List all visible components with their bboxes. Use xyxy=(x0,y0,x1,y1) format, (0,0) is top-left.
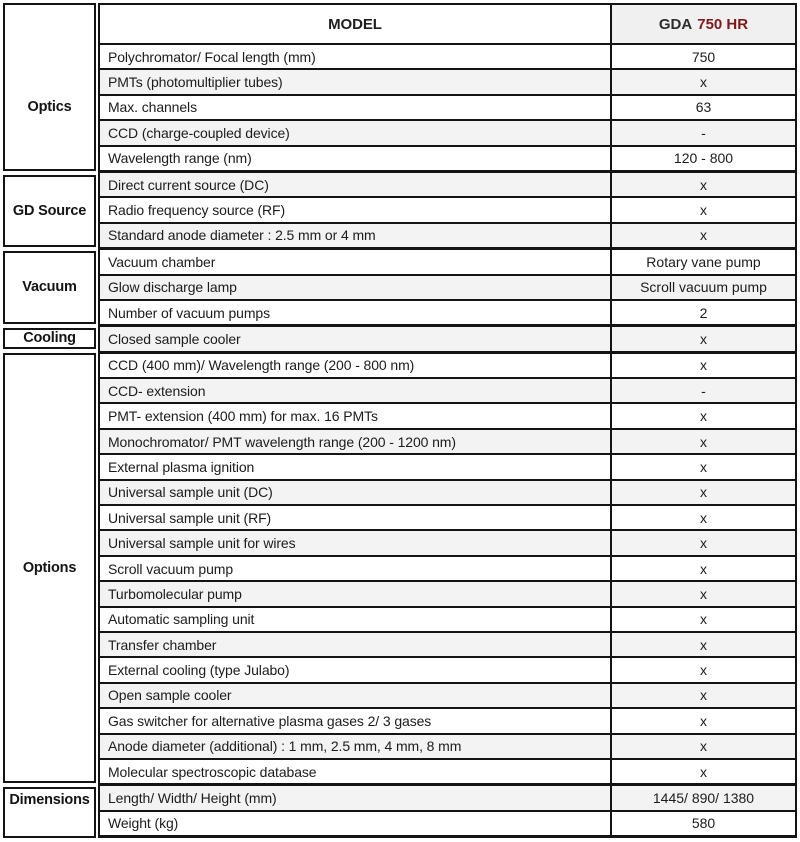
value-cell: x xyxy=(610,198,795,221)
section-label: Vacuum xyxy=(22,279,77,296)
table-row xyxy=(100,735,795,760)
value-cell: x xyxy=(610,760,795,783)
feature-cell: Radio frequency source (RF) xyxy=(108,202,286,219)
section-label: GD Source xyxy=(12,202,87,219)
feature-cell: Universal sample unit for wires xyxy=(108,535,296,552)
value-cell: x xyxy=(610,709,795,732)
value-cell: x xyxy=(610,354,795,377)
feature-cell: Length/ Width/ Height (mm) xyxy=(108,790,277,807)
table-row xyxy=(100,301,795,327)
category-column xyxy=(3,3,96,838)
table-row xyxy=(100,608,795,633)
model-value-cell xyxy=(610,5,795,43)
value-cell: 63 xyxy=(610,96,795,119)
table-row xyxy=(100,557,795,582)
table-row xyxy=(100,121,795,146)
value-cell: x xyxy=(610,684,795,707)
model-name-prefix: GDA xyxy=(658,15,693,33)
table-row xyxy=(100,404,795,429)
feature-cell: PMT- extension (400 mm) for max. 16 PMTs xyxy=(108,408,378,425)
model-name-highlight: 750 HR xyxy=(697,15,749,33)
table-row xyxy=(100,45,795,70)
value-cell: x xyxy=(610,531,795,554)
feature-cell: Transfer chamber xyxy=(108,636,217,653)
value-cell: x xyxy=(610,582,795,605)
model-header-cell xyxy=(100,5,610,43)
table-row xyxy=(100,506,795,531)
section-box-options xyxy=(3,353,96,783)
feature-cell: CCD- extension xyxy=(108,382,206,399)
table-row xyxy=(100,760,795,786)
table-row xyxy=(100,276,795,301)
value-cell: x xyxy=(610,224,795,247)
value-cell: x xyxy=(610,70,795,93)
value-cell: 1445/ 890/ 1380 xyxy=(610,786,795,809)
table-row xyxy=(100,96,795,121)
feature-cell: External plasma ignition xyxy=(108,458,255,475)
value-cell: - xyxy=(610,121,795,144)
section-box-vacuum xyxy=(3,251,96,324)
value-cell: x xyxy=(610,506,795,529)
table-row xyxy=(100,481,795,506)
table-row xyxy=(100,147,795,173)
feature-cell: Universal sample unit (RF) xyxy=(108,509,272,526)
table-row xyxy=(100,327,795,353)
table-row xyxy=(100,198,795,223)
table-row xyxy=(100,224,795,250)
feature-cell: Turbomolecular pump xyxy=(108,585,242,602)
section-box-gd-source xyxy=(3,175,96,248)
value-cell: - xyxy=(610,379,795,402)
feature-cell: Monochromator/ PMT wavelength range (200 - 1200 nm) xyxy=(108,433,456,450)
feature-cell: Number of vacuum pumps xyxy=(108,304,270,321)
value-cell: 750 xyxy=(610,45,795,68)
feature-cell: External cooling (type Julabo) xyxy=(108,662,290,679)
table-row xyxy=(100,250,795,275)
feature-cell: Gas switcher for alternative plasma gases 2/ 3 gases xyxy=(108,712,432,729)
value-cell: x xyxy=(610,735,795,758)
table-row xyxy=(100,684,795,709)
table-row xyxy=(100,455,795,480)
feature-cell: Automatic sampling unit xyxy=(108,611,255,628)
feature-cell: Molecular spectroscopic database xyxy=(108,763,317,780)
feature-cell: Universal sample unit (DC) xyxy=(108,484,273,501)
value-cell: x xyxy=(610,481,795,504)
feature-cell: Max. channels xyxy=(108,99,197,116)
value-cell: x xyxy=(610,608,795,631)
feature-cell: Vacuum chamber xyxy=(108,253,216,270)
section-label: Dimensions xyxy=(9,791,90,808)
table-row xyxy=(100,70,795,95)
section-label: Options xyxy=(22,560,77,577)
table-row xyxy=(100,582,795,607)
feature-cell: PMTs (photomultiplier tubes) xyxy=(108,74,283,91)
value-cell: x xyxy=(610,633,795,656)
table-row xyxy=(100,658,795,683)
feature-cell: CCD (charge-coupled device) xyxy=(108,124,290,141)
value-cell: 580 xyxy=(610,812,795,835)
value-cell: x xyxy=(610,327,795,350)
table-row xyxy=(100,354,795,379)
feature-cell: Wavelength range (nm) xyxy=(108,150,252,167)
section-label: Cooling xyxy=(23,330,76,347)
value-cell: x xyxy=(610,658,795,681)
feature-cell: Scroll vacuum pump xyxy=(108,560,234,577)
table-row xyxy=(100,430,795,455)
feature-cell: Open sample cooler xyxy=(108,687,232,704)
feature-cell: Direct current source (DC) xyxy=(108,176,269,193)
value-cell: Scroll vacuum pump xyxy=(610,276,795,299)
section-label: Optics xyxy=(27,98,72,115)
value-cell: 2 xyxy=(610,301,795,324)
table-row xyxy=(100,633,795,658)
table-row xyxy=(100,709,795,734)
value-cell: x xyxy=(610,173,795,196)
table-row xyxy=(100,173,795,198)
table-row xyxy=(100,786,795,811)
table-header-row xyxy=(100,5,795,45)
value-cell: x xyxy=(610,430,795,453)
spec-table xyxy=(98,3,797,838)
model-header-label: MODEL xyxy=(328,15,382,33)
value-cell: x xyxy=(610,404,795,427)
value-cell: 120 - 800 xyxy=(610,147,795,170)
feature-cell: CCD (400 mm)/ Wavelength range (200 - 800 nm) xyxy=(108,357,415,374)
feature-cell: Standard anode diameter : 2.5 mm or 4 mm xyxy=(108,227,376,244)
section-box-dimensions xyxy=(3,787,96,838)
section-box-optics xyxy=(3,3,96,171)
table-row xyxy=(100,531,795,556)
value-cell: x xyxy=(610,557,795,580)
section-box-cooling xyxy=(3,328,96,350)
feature-cell: Glow discharge lamp xyxy=(108,279,237,296)
table-row xyxy=(100,812,795,835)
value-cell: Rotary vane pump xyxy=(610,250,795,273)
table-rows xyxy=(100,45,795,835)
table-row xyxy=(100,379,795,404)
feature-cell: Weight (kg) xyxy=(108,815,179,832)
feature-cell: Anode diameter (additional) : 1 mm, 2.5 mm, 4 mm, 8 mm xyxy=(108,738,462,755)
feature-cell: Closed sample cooler xyxy=(108,330,241,347)
feature-cell: Polychromator/ Focal length (mm) xyxy=(108,48,316,65)
value-cell: x xyxy=(610,455,795,478)
